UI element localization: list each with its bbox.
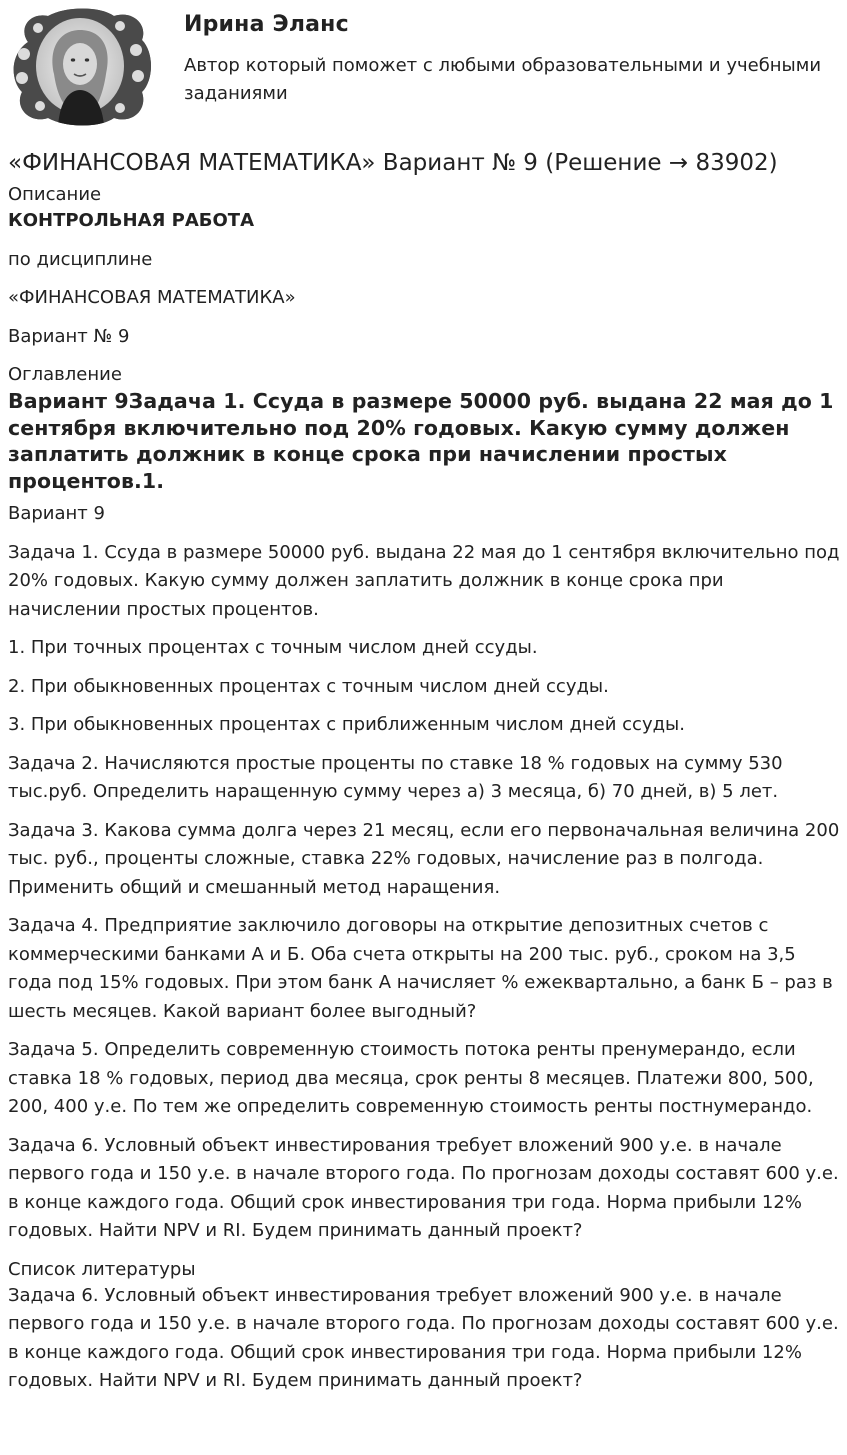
document-title: «ФИНАНСОВАЯ МАТЕМАТИКА» Вариант № 9 (Решение → 83902) (8, 150, 778, 176)
references-label: Список литературы (8, 1258, 196, 1280)
task-4: Задача 4. Предприятие заключило договоры на открытие депозитных счетов с коммерческими банками А и Б. Оба счета открыты на 200 тыс. руб., сроком на 3,5 года под 15% годовых. При этом банк А начисляет % ежеквартально, а банк Б – раз в шесть месяцев. Какой вариант более выгодный? (8, 915, 833, 1022)
task-6: Задача 6. Условный объект инвестирования требует вложений 900 у.е. в начале первого года и 150 у.е. в начале второго года. По прогнозам доходы составят 600 у.е. в конце каждого года. Общий срок инвестирования три года. Норма прибыли 12% годовых. Найти NPV и RI. Будем принимать данный проект? (8, 1134, 839, 1241)
author-description: Автор который поможет с любыми образовательными и учебными заданиями (184, 55, 822, 104)
description-label: Описание (8, 184, 102, 205)
discipline-name: «ФИНАНСОВАЯ МАТЕМАТИКА» (8, 287, 296, 308)
task-1-item-1: 1. При точных процентах с точным числом дней ссуды. (8, 637, 538, 658)
avatar-photo-icon (8, 8, 152, 126)
task-1-item-2: 2. При обыкновенных процентах с точным числом дней ссуды. (8, 675, 609, 697)
toc-entry: Вариант 9Задача 1. Ссуда в размере 50000 руб. выдана 22 мая до 1 сентября включительно под 20% годовых. Какую сумму должен заплатить должник в конце срока при начислении простых процентов.1. (8, 389, 834, 493)
task-5: Задача 5. Определить современную стоимость потока ренты пренумерандо, если ставка 18 % годовых, период два месяца, срок ренты 8 месяцев. Платежи 800, 500, 200, 400 у.е. По тем же определить современную стоимость ренты постнумерандо. (8, 1039, 814, 1117)
variant-heading: Вариант 9 (8, 503, 105, 524)
author-name: Ирина Эланс (184, 12, 349, 37)
references-text: Задача 6. Условный объект инвестирования требует вложений 900 у.е. в начале первого года и 150 у.е. в начале второго года. По прогнозам доходы составят 600 у.е. в конце каждого года. Общий срок инвестирования три года. Норма прибыли 12% годовых. Найти NPV и RI. Будем принимать данный проект? (8, 1284, 839, 1391)
variant-number: Вариант № 9 (8, 325, 130, 347)
task-3: Задача 3. Какова сумма долга через 21 месяц, если его первоначальная величина 200 тыс. руб., проценты сложные, ставка 22% годовых, начисление раз в полгода. Применить общий и смешанный метод наращения. (8, 819, 840, 898)
task-1: Задача 1. Ссуда в размере 50000 руб. выдана 22 мая до 1 сентября включительно под 20% годовых. Какую сумму должен заплатить должник в конце срока при начислении простых процентов. (8, 541, 840, 620)
author-header (0, 0, 847, 130)
toc-label: Оглавление (8, 364, 122, 385)
work-type: КОНТРОЛЬНАЯ РАБОТА (8, 210, 254, 231)
discipline-label: по дисциплине (8, 248, 153, 270)
document-content (8, 146, 842, 1396)
task-2: Задача 2. Начисляются простые проценты по ставке 18 % годовых на сумму 530 тыс.руб. Определить наращенную сумму через а) 3 месяца, б) 70 дней, в) 5 лет. (8, 752, 783, 802)
author-avatar (8, 8, 152, 126)
task-1-item-3: 3. При обыкновенных процентах с приближенным числом дней ссуды. (8, 714, 685, 735)
